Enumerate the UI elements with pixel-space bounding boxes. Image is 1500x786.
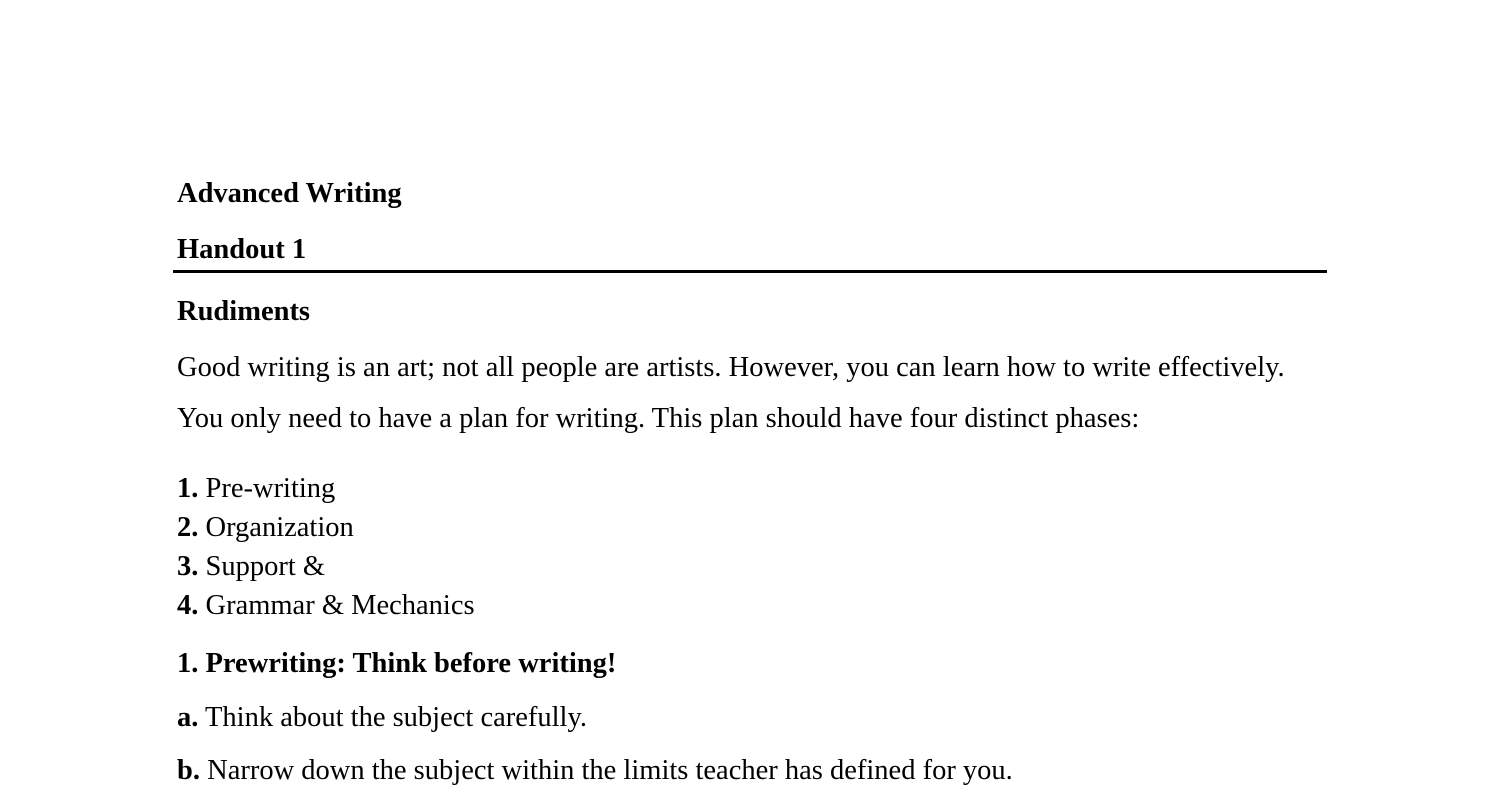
phase-list-item [177, 592, 475, 621]
phase-text: Support & [205, 551, 326, 582]
phase-number: 4. [177, 590, 199, 621]
step-text: Think about the subject carefully. [205, 702, 587, 733]
phase-number: 3. [177, 551, 199, 582]
section-heading: Rudiments [177, 296, 311, 327]
phase-text: Pre-writing [205, 473, 336, 504]
phase-text: Grammar & Mechanics [205, 590, 475, 621]
step-text: Narrow down the subject within the limits teacher has defined for you. [207, 755, 1013, 786]
prewriting-subheading: 1. Prewriting: Think before writing! [177, 648, 617, 679]
handout-label: Handout 1 [177, 234, 307, 265]
step-letter: a. [177, 702, 199, 733]
phase-text: Organization [205, 512, 354, 543]
document-title: Advanced Writing [177, 178, 402, 209]
step-item [177, 704, 587, 733]
paragraph-line-2: You only need to have a plan for writing. This plan should have four distinct phases: [177, 403, 1140, 434]
paragraph-line-1: Good writing is an art; not all people are artists. However, you can learn how to write effectively. [177, 352, 1285, 383]
header-divider [173, 270, 1327, 273]
phase-number: 1. [177, 473, 199, 504]
phase-list-item [177, 553, 325, 582]
phase-number: 2. [177, 512, 199, 543]
step-letter: b. [177, 755, 200, 786]
phase-list-item [177, 514, 354, 543]
phase-list-item [177, 475, 335, 504]
step-item [177, 757, 1013, 786]
